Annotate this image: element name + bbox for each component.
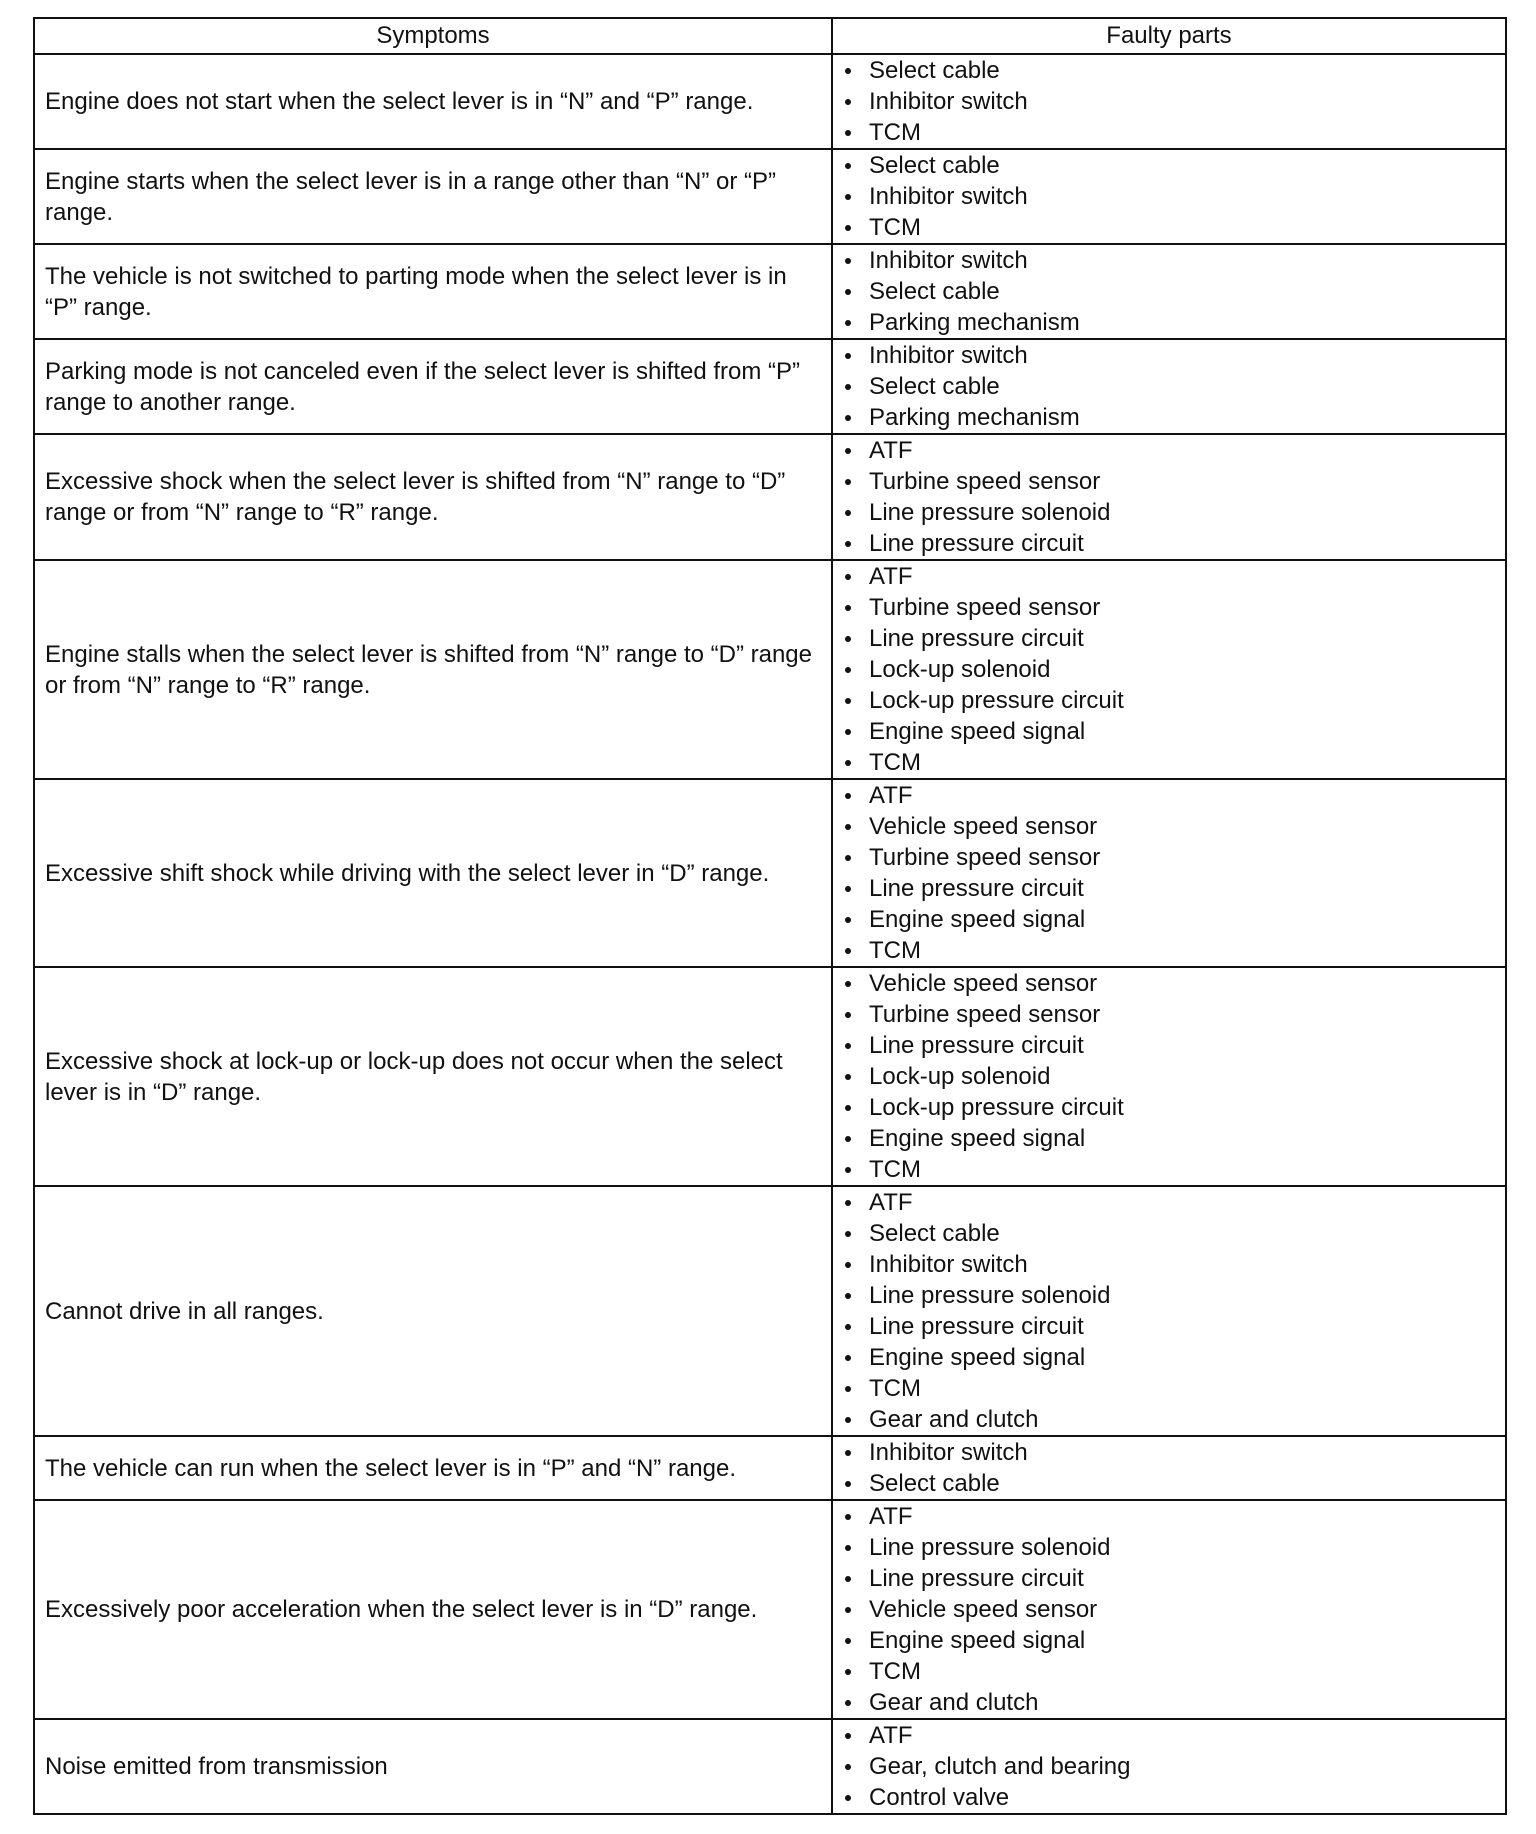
faulty-parts-list [841, 968, 1495, 1185]
faulty-parts-list [841, 340, 1495, 433]
faulty-part-item: Inhibitor switch [841, 86, 1495, 117]
symptom-cell: Cannot drive in all ranges. [34, 1186, 832, 1436]
faulty-part-item: Turbine speed sensor [841, 592, 1495, 623]
faulty-part-item: ATF [841, 1187, 1495, 1218]
faulty-part-item: ATF [841, 1720, 1495, 1751]
faulty-parts-list [841, 780, 1495, 966]
faulty-parts-list [841, 150, 1495, 243]
faulty-parts-list [841, 1437, 1495, 1499]
faulty-part-item: Vehicle speed sensor [841, 968, 1495, 999]
faulty-parts-list [841, 561, 1495, 778]
faulty-part-item: TCM [841, 1373, 1495, 1404]
faulty-part-item: Parking mechanism [841, 307, 1495, 338]
faulty-part-item: Engine speed signal [841, 904, 1495, 935]
symptoms-column-header: Symptoms [34, 18, 832, 54]
faulty-parts-cell [832, 1719, 1506, 1814]
faulty-part-item: Parking mechanism [841, 402, 1495, 433]
faulty-part-item: TCM [841, 935, 1495, 966]
faulty-part-item: TCM [841, 212, 1495, 243]
table-row [34, 1500, 1506, 1719]
faulty-part-item: Lock-up solenoid [841, 654, 1495, 685]
faulty-part-item: Engine speed signal [841, 1342, 1495, 1373]
table-header-row [34, 18, 1506, 54]
faulty-part-item: Select cable [841, 371, 1495, 402]
faulty-part-item: Inhibitor switch [841, 181, 1495, 212]
faulty-part-item: Gear and clutch [841, 1404, 1495, 1435]
faulty-part-item: Turbine speed sensor [841, 842, 1495, 873]
table-row [34, 434, 1506, 560]
faulty-parts-cell [832, 560, 1506, 779]
faulty-part-item: Inhibitor switch [841, 245, 1495, 276]
symptom-cell: Noise emitted from transmission [34, 1719, 832, 1814]
faulty-parts-list [841, 55, 1495, 148]
faulty-part-item: Lock-up solenoid [841, 1061, 1495, 1092]
faulty-part-item: Inhibitor switch [841, 340, 1495, 371]
faulty-part-item: TCM [841, 747, 1495, 778]
faulty-parts-list [841, 1501, 1495, 1718]
symptom-cell: Engine starts when the select lever is in a range other than “N” or “P” range. [34, 149, 832, 244]
table-row [34, 1436, 1506, 1500]
faulty-part-item: TCM [841, 1154, 1495, 1185]
faulty-part-item: Select cable [841, 150, 1495, 181]
faulty-part-item: Gear, clutch and bearing [841, 1751, 1495, 1782]
table-row [34, 149, 1506, 244]
table-row [34, 967, 1506, 1186]
faulty-part-item: Lock-up pressure circuit [841, 685, 1495, 716]
symptom-cell: Parking mode is not canceled even if the select lever is shifted from “P” range to another range. [34, 339, 832, 434]
faulty-parts-list [841, 435, 1495, 559]
faulty-part-item: Select cable [841, 276, 1495, 307]
faulty-part-item: Turbine speed sensor [841, 466, 1495, 497]
troubleshooting-table-container [33, 17, 1505, 1815]
faulty-part-item: Turbine speed sensor [841, 999, 1495, 1030]
symptom-cell: Engine does not start when the select lever is in “N” and “P” range. [34, 54, 832, 149]
faulty-part-item: ATF [841, 780, 1495, 811]
faulty-part-item: Line pressure solenoid [841, 1280, 1495, 1311]
symptom-faulty-parts-table [33, 17, 1507, 1815]
faulty-parts-column-header: Faulty parts [832, 18, 1506, 54]
table-body [34, 54, 1506, 1814]
faulty-part-item: Line pressure solenoid [841, 1532, 1495, 1563]
faulty-parts-list [841, 1720, 1495, 1813]
table-row [34, 560, 1506, 779]
faulty-part-item: ATF [841, 561, 1495, 592]
table-row [34, 1719, 1506, 1814]
faulty-part-item: Engine speed signal [841, 1123, 1495, 1154]
faulty-part-item: Select cable [841, 55, 1495, 86]
faulty-parts-list [841, 245, 1495, 338]
table-row [34, 244, 1506, 339]
faulty-part-item: Inhibitor switch [841, 1249, 1495, 1280]
symptom-cell: Excessive shock at lock-up or lock-up does not occur when the select lever is in “D” range. [34, 967, 832, 1186]
faulty-part-item: Gear and clutch [841, 1687, 1495, 1718]
faulty-part-item: TCM [841, 117, 1495, 148]
faulty-part-item: Inhibitor switch [841, 1437, 1495, 1468]
table-row [34, 1186, 1506, 1436]
faulty-part-item: Control valve [841, 1782, 1495, 1813]
faulty-part-item: ATF [841, 435, 1495, 466]
faulty-part-item: Line pressure circuit [841, 1563, 1495, 1594]
faulty-parts-cell [832, 1500, 1506, 1719]
faulty-parts-list [841, 1187, 1495, 1435]
table-row [34, 339, 1506, 434]
faulty-parts-cell [832, 967, 1506, 1186]
faulty-part-item: Engine speed signal [841, 1625, 1495, 1656]
symptom-cell: Engine stalls when the select lever is shifted from “N” range to “D” range or from “N” range to “R” range. [34, 560, 832, 779]
faulty-part-item: Line pressure circuit [841, 1311, 1495, 1342]
symptom-cell: Excessively poor acceleration when the select lever is in “D” range. [34, 1500, 832, 1719]
faulty-part-item: Line pressure circuit [841, 528, 1495, 559]
faulty-part-item: Line pressure circuit [841, 1030, 1495, 1061]
table-row [34, 54, 1506, 149]
faulty-parts-cell [832, 779, 1506, 967]
symptom-cell: Excessive shift shock while driving with the select lever in “D” range. [34, 779, 832, 967]
symptom-cell: The vehicle is not switched to parting mode when the select lever is in “P” range. [34, 244, 832, 339]
faulty-part-item: Vehicle speed sensor [841, 811, 1495, 842]
faulty-parts-cell [832, 434, 1506, 560]
faulty-part-item: Line pressure circuit [841, 873, 1495, 904]
faulty-part-item: ATF [841, 1501, 1495, 1532]
faulty-parts-cell [832, 54, 1506, 149]
faulty-parts-cell [832, 339, 1506, 434]
faulty-parts-cell [832, 149, 1506, 244]
faulty-parts-cell [832, 1186, 1506, 1436]
faulty-parts-cell [832, 1436, 1506, 1500]
faulty-part-item: Lock-up pressure circuit [841, 1092, 1495, 1123]
faulty-part-item: Line pressure solenoid [841, 497, 1495, 528]
faulty-part-item: Engine speed signal [841, 716, 1495, 747]
faulty-part-item: Vehicle speed sensor [841, 1594, 1495, 1625]
symptom-cell: The vehicle can run when the select lever is in “P” and “N” range. [34, 1436, 832, 1500]
faulty-part-item: Line pressure circuit [841, 623, 1495, 654]
symptom-cell: Excessive shock when the select lever is shifted from “N” range to “D” range or from “N” range to “R” range. [34, 434, 832, 560]
faulty-part-item: TCM [841, 1656, 1495, 1687]
faulty-part-item: Select cable [841, 1468, 1495, 1499]
faulty-parts-cell [832, 244, 1506, 339]
faulty-part-item: Select cable [841, 1218, 1495, 1249]
table-row [34, 779, 1506, 967]
